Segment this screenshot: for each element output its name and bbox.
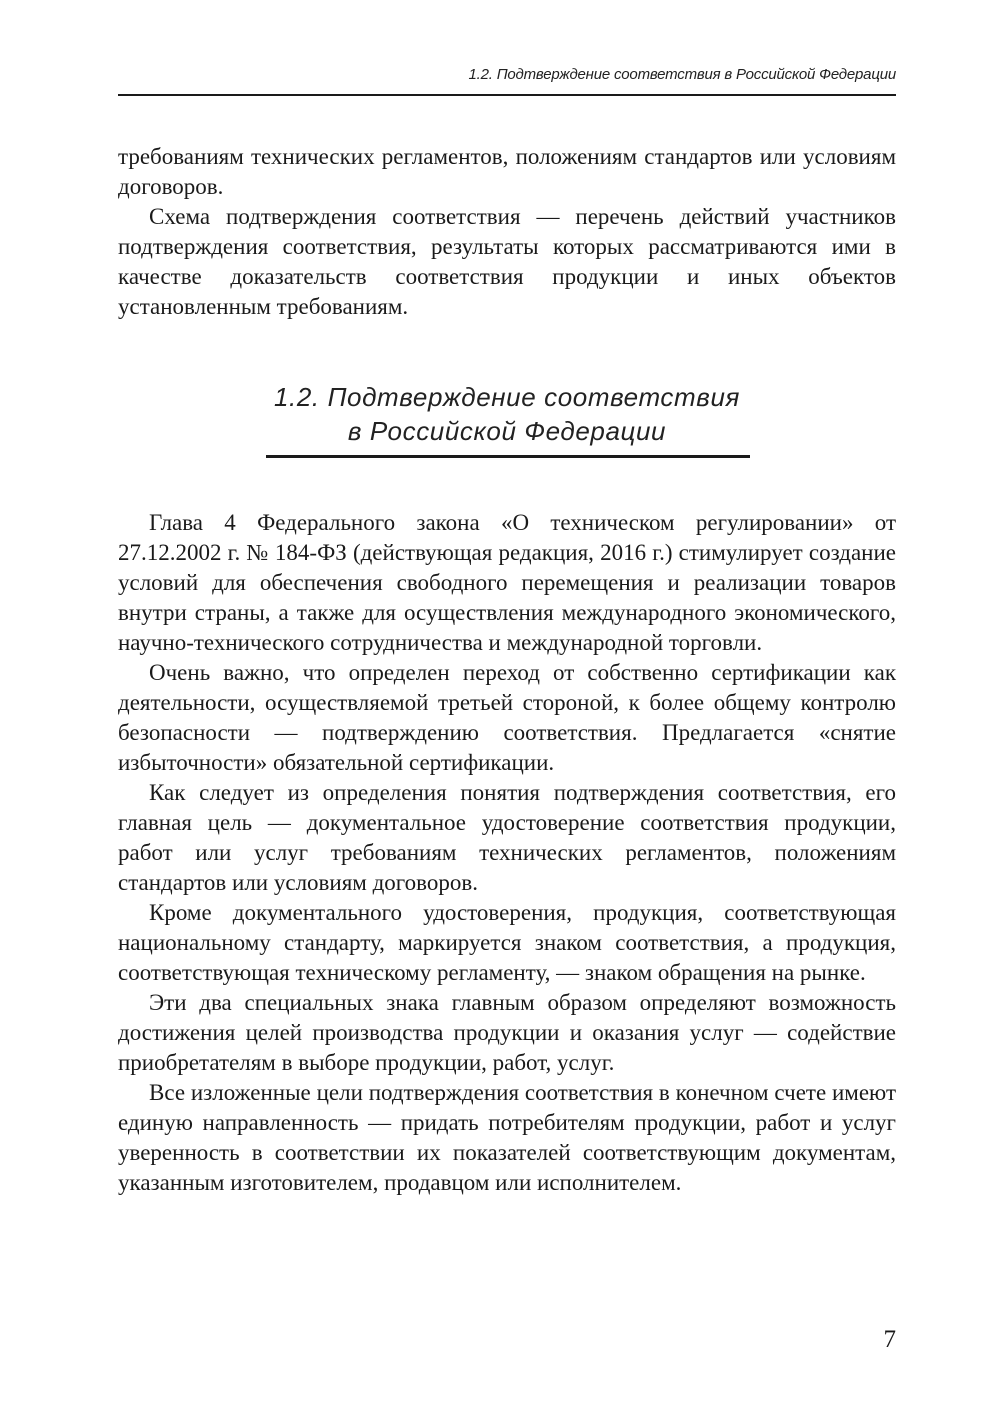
intro-text-block <box>118 142 896 322</box>
section-title <box>118 380 896 448</box>
intro-paragraph-continuation: требованиям технических регламентов, положениям стандартов или условиям договоров. <box>118 144 896 199</box>
intro-paragraph: Схема подтверждения соответствия — перечень действий участников подтверждения соответствия, результаты которых рассматриваются ими в качестве доказательств соответствия продукции и иных объектов установленным требованиям. <box>118 204 896 319</box>
main-paragraph: Очень важно, что определен переход от собственно сертификации как деятельности, осуществляемой третьей стороной, к более общему контролю безопасности — подтверждению соответствия. Предлагается «снятие избыточности» обязательной сертификации. <box>118 660 896 775</box>
section-title-line-2: в Российской Федерации <box>347 416 667 446</box>
main-paragraph: Все изложенные цели подтверждения соответствия в конечном счете имеют единую направленность — придать потребителям продукции, работ и услуг уверенность в соответствии их показателей соответствующим документам, указанным изготовителем, продавцом или исполнителем. <box>118 1080 896 1195</box>
header-rule <box>118 94 896 96</box>
main-paragraph: Как следует из определения понятия подтверждения соответствия, его главная цель — документальное удостоверение соответствия продукции, работ или услуг требованиям технических регламентов, положениям стандартов или условиям договоров. <box>118 780 896 895</box>
section-title-rule <box>266 455 750 458</box>
main-text-block <box>118 508 896 1198</box>
main-paragraph: Кроме документального удостоверения, продукция, соответствующая национальному стандарту, маркируется знаком соответствия, а продукция, соответствующая техническому регламенту, — знаком обращения на рынке. <box>118 900 896 985</box>
section-title-line-1: 1.2. Подтверждение соответствия <box>273 382 740 412</box>
main-paragraph: Глава 4 Федерального закона «О техническом регулировании» от 27.12.2002 г. № 184-ФЗ (действующая редакция, 2016 г.) стимулирует создание условий для обеспечения свободного перемещения и реализации товаров внутри страны, а также для осуществления международного экономического, научно-технического сотрудничества и международной торговли. <box>118 510 896 655</box>
running-header: 1.2. Подтверждение соответствия в Российской Федерации <box>468 66 896 83</box>
main-paragraph: Эти два специальных знака главным образом определяют возможность достижения целей производства продукции и оказания услуг — содействие приобретателям в выборе продукции, работ, услуг. <box>118 990 896 1075</box>
page-number: 7 <box>883 1326 896 1353</box>
